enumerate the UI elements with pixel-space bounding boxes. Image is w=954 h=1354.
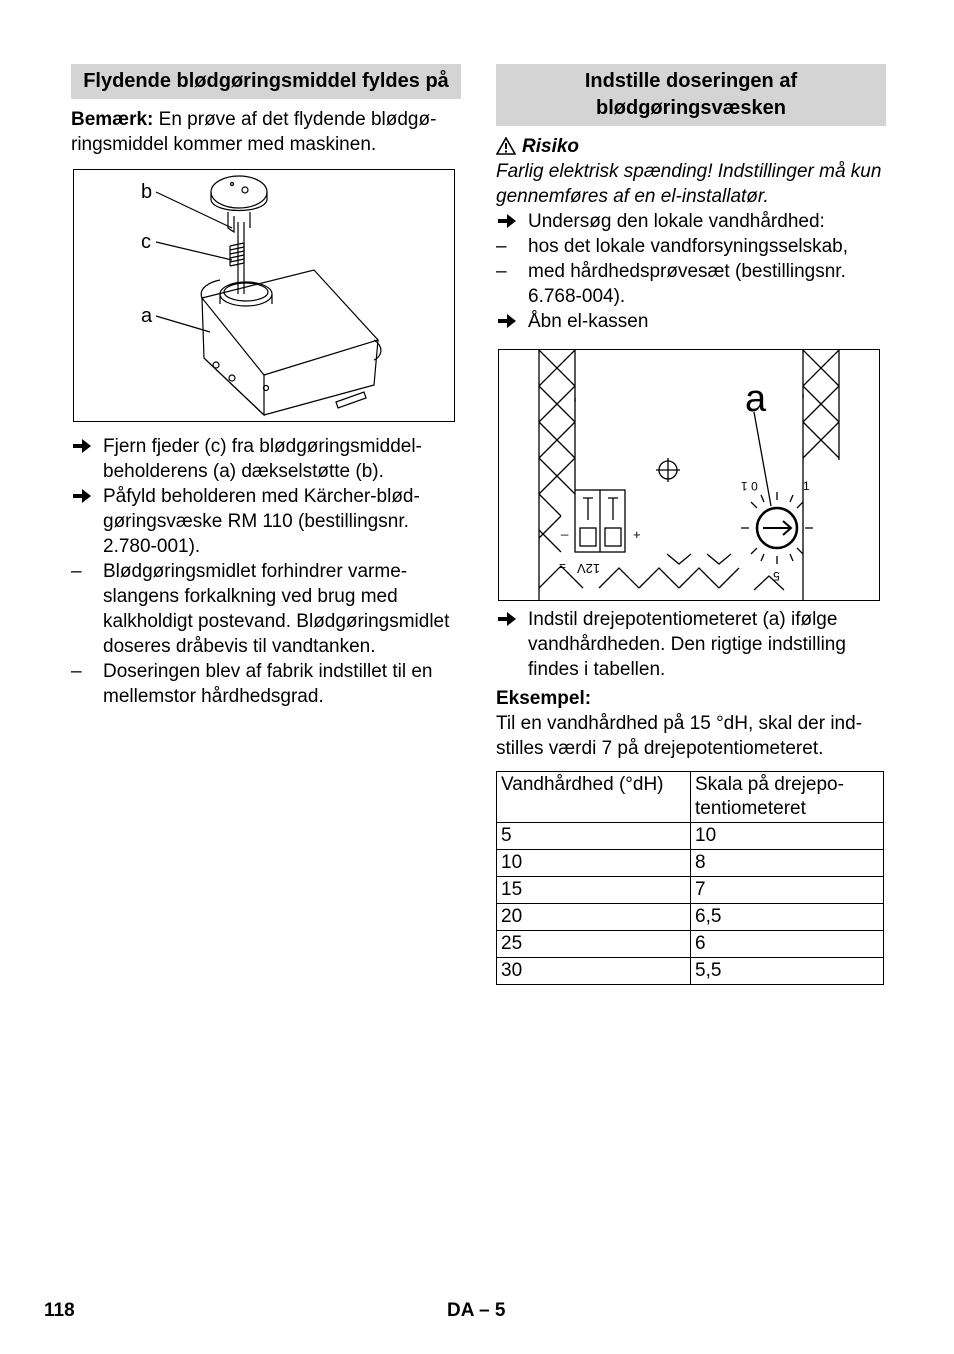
table-cell: 25 (497, 931, 691, 958)
language-section-label: DA – 5 (447, 1300, 506, 1321)
table-cell: 5,5 (691, 958, 884, 985)
table-row (497, 958, 884, 985)
arrow-right-icon (498, 309, 522, 328)
risk-text: Farlig elektrisk spænding! Indstillinger må kun gennemføres af en el-installatør. (496, 161, 882, 207)
scale-label-5: 5 (773, 569, 780, 583)
figure-label-a: a (141, 305, 153, 327)
arrow-right-icon (73, 484, 97, 503)
note-paragraph (71, 107, 461, 157)
table-header-row (497, 772, 884, 823)
step-text: Åbn el-kassen (528, 311, 649, 332)
table-row (497, 823, 884, 850)
softener-container-illustration (74, 170, 454, 421)
table-cell: 5 (497, 823, 691, 850)
section-heading-fill: Flydende blødgøringsmiddel fyldes på (71, 64, 461, 99)
table-cell: 20 (497, 904, 691, 931)
table-row (497, 850, 884, 877)
table-row (497, 904, 884, 931)
dash-marker: – (71, 561, 82, 582)
instruction-step (496, 309, 886, 334)
note-text: En prøve af det flydende blødgøringsmiddel kommer med maskinen. (71, 109, 437, 155)
arrow-right-icon (498, 209, 522, 228)
note-label: Bemærk: (71, 109, 154, 130)
right-step-list-before (496, 209, 886, 334)
table-header-cell: Skala på drejepotentiometeret (691, 772, 884, 823)
instruction-step (496, 209, 886, 234)
instruction-step (496, 607, 886, 682)
table-row (497, 877, 884, 904)
table-header-cell: Vandhårdhed (°dH) (497, 772, 691, 823)
control-box-figure (498, 349, 880, 601)
softener-container-figure (73, 169, 455, 422)
table-cell: 10 (497, 850, 691, 877)
step-text: Undersøg den lokale vandhårdhed: (528, 211, 825, 232)
dash-item (496, 259, 886, 309)
dash-marker: – (496, 236, 507, 257)
scale-label-1: 1 (803, 479, 810, 493)
table-cell: 7 (691, 877, 884, 904)
arrow-right-icon (498, 607, 522, 626)
dash-item (71, 559, 461, 659)
dash-text: Doseringen blev af fabrik indstillet til en mellemstor hårdhedsgrad. (103, 661, 433, 707)
control-box-illustration (499, 350, 879, 600)
table-cell: 30 (497, 958, 691, 985)
dc-symbol-label: = (559, 559, 567, 573)
voltage-label: 12V (577, 561, 601, 576)
right-column (496, 64, 886, 985)
dash-item (71, 659, 461, 709)
minus-label: _ (561, 521, 569, 536)
table-row (497, 931, 884, 958)
plus-label: + (633, 527, 641, 542)
dash-text: Blødgøringsmidlet forhindrer varmeslangens forkalkning ved brug med kalkholdigt postevand. Blødgøringsmidlet doseres dråbevis til vandtanken. (103, 561, 450, 657)
dash-text: hos det lokale vandforsyningsselskab, (528, 236, 849, 257)
dash-text: med hårdhedsprøvesæt (bestillingsnr. 6.768-004). (528, 261, 846, 307)
table-cell: 15 (497, 877, 691, 904)
dash-marker: – (71, 661, 82, 682)
instruction-step (71, 434, 461, 484)
hardness-table (496, 771, 884, 985)
section-heading-dosing: Indstille doseringen af blødgøringsvæsken (496, 64, 886, 126)
page-number: 118 (44, 1300, 75, 1321)
dash-item (496, 234, 886, 259)
table-cell: 8 (691, 850, 884, 877)
risk-heading (496, 134, 886, 159)
instruction-step (71, 484, 461, 559)
warning-triangle-icon (496, 137, 516, 155)
arrow-right-icon (73, 434, 97, 453)
risk-title: Risiko (522, 136, 580, 157)
figure-label-b: b (141, 181, 153, 203)
figure-label-c: c (141, 231, 151, 253)
example-title: Eksempel: (496, 688, 592, 709)
table-cell: 6,5 (691, 904, 884, 931)
step-text: Indstil drejepotentiometeret (a) ifølge vandhårdheden. Den rigtige indstilling findes i tabellen. (528, 609, 846, 680)
left-column (71, 64, 461, 709)
step-text: Påfyld beholderen med Kärcher-blødgøringsvæske RM 110 (bestillingsnr. 2.780-001). (103, 486, 420, 557)
dash-marker: – (496, 261, 507, 282)
step-text: Fjern fjeder (c) fra blødgøringsmiddelbeholderens (a) dækselstøtte (b). (103, 436, 422, 482)
table-cell: 6 (691, 931, 884, 958)
scale-label-01: 0 1 (741, 479, 758, 493)
table-cell: 10 (691, 823, 884, 850)
left-step-list (71, 434, 461, 709)
example-text: Til en vandhårdhed på 15 °dH, skal der indstilles værdi 7 på drejepotentiometeret. (496, 713, 863, 759)
figure-label-a-pot: a (745, 378, 767, 420)
